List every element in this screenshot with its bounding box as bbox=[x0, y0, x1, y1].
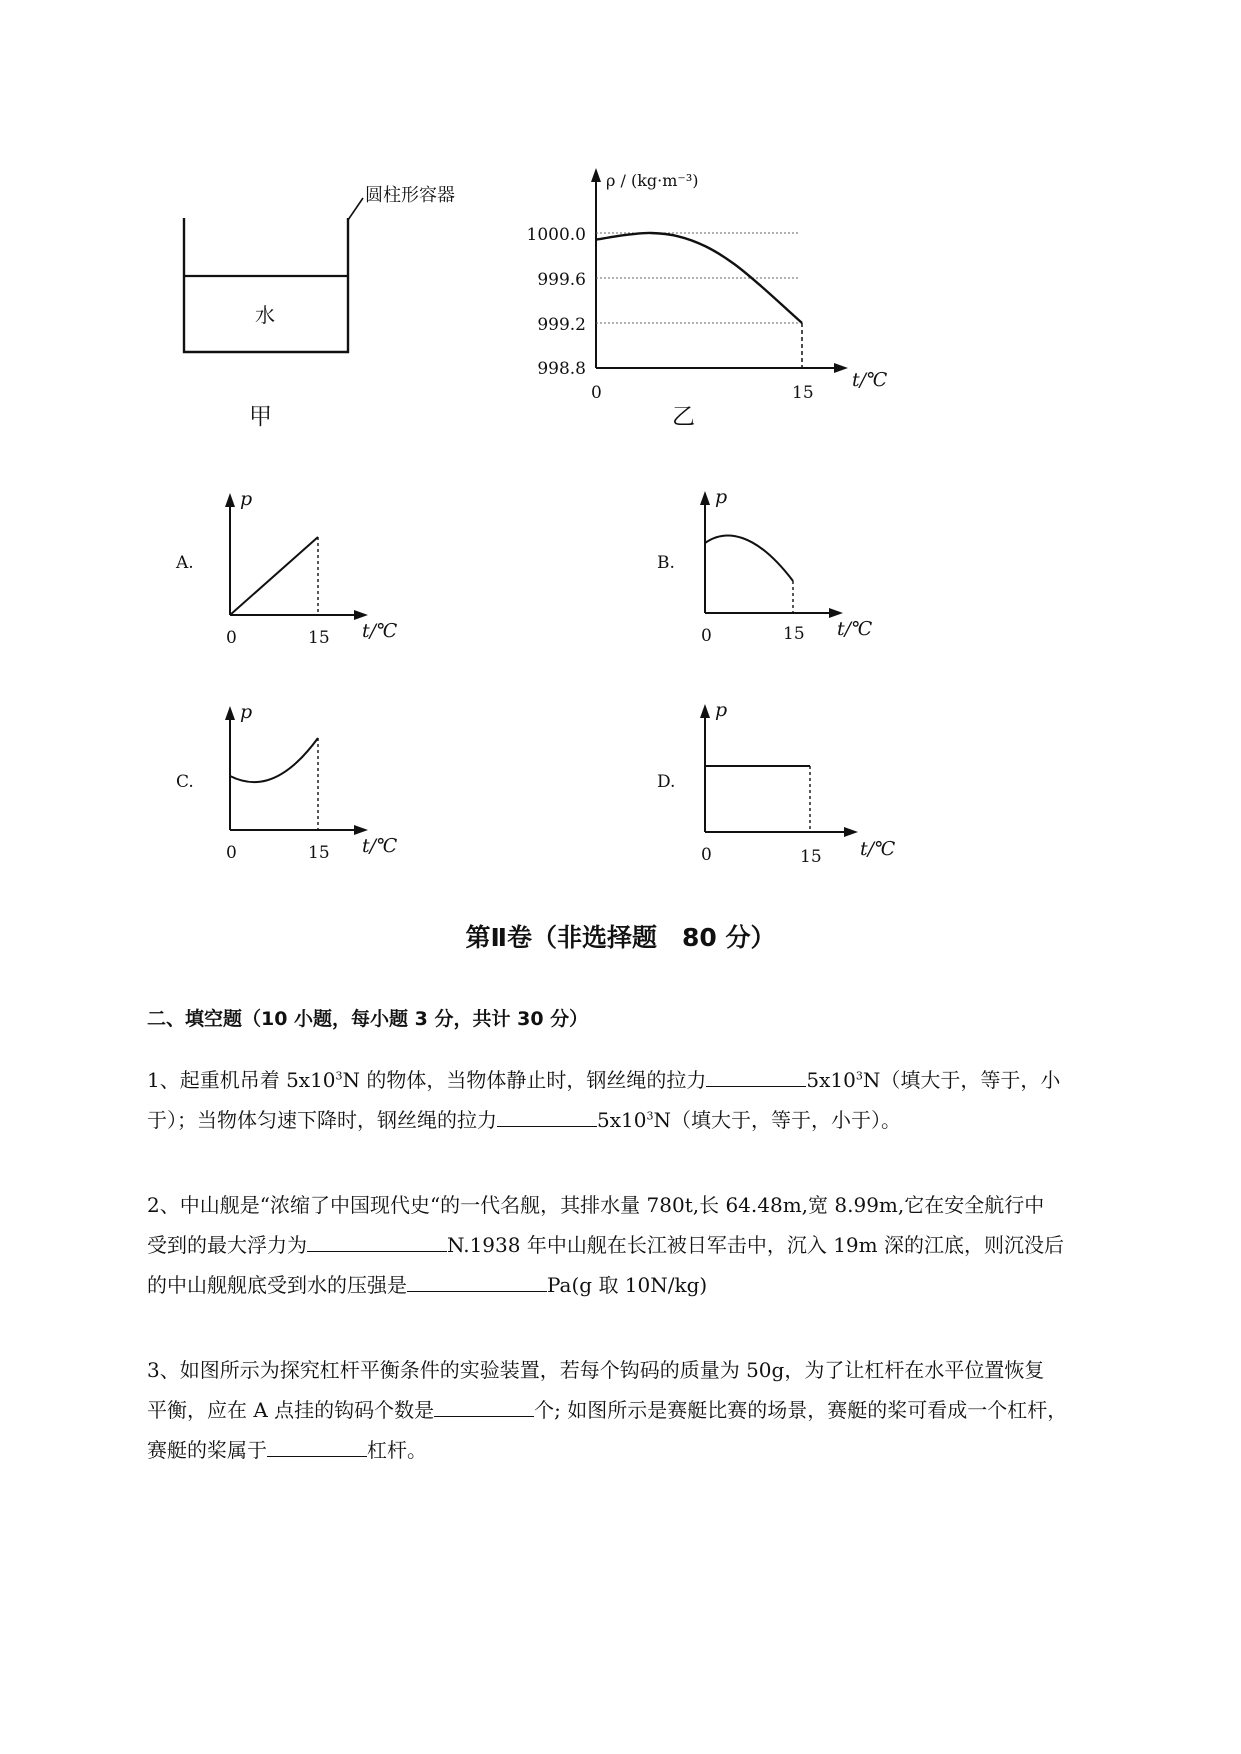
y-tick-999-6: 999.6 bbox=[537, 270, 586, 290]
y-axis-label: p bbox=[240, 488, 253, 510]
question-3-line-3: 赛艇的桨属于 杠杆。 bbox=[147, 1430, 1157, 1470]
option-d-graph bbox=[685, 700, 905, 865]
question-3 bbox=[147, 1350, 1157, 1470]
x-tick-15: 15 bbox=[308, 843, 330, 863]
question-2 bbox=[147, 1185, 1157, 1305]
container-outline bbox=[184, 218, 348, 352]
x-tick-15: 15 bbox=[783, 624, 805, 644]
figure-density-chart bbox=[520, 160, 900, 435]
x-axis-label: t/℃ bbox=[860, 838, 896, 860]
x-tick-15: 15 bbox=[800, 847, 822, 867]
section-heading: 第Ⅱ卷（非选择题 80 分） bbox=[465, 923, 776, 952]
option-b-graph bbox=[685, 485, 885, 645]
origin-label: 0 bbox=[701, 845, 712, 865]
question-1-line-2: 于）；当物体匀速下降时，钢丝绳的拉力 $5x10^3N$（填大于，等于，小于）。 bbox=[147, 1100, 1157, 1140]
question-1 bbox=[147, 1060, 1157, 1140]
x-axis-arrow bbox=[829, 608, 843, 618]
x-origin-label: 0 bbox=[591, 383, 602, 403]
x-axis-arrow bbox=[354, 610, 368, 620]
option-c-letter: C. bbox=[176, 772, 194, 792]
y-axis-label: ρ / (kg·m⁻³) bbox=[606, 171, 699, 190]
question-2-line-3: 的中山舰舰底受到水的压强是 Pa(g 取 10N/kg) bbox=[147, 1265, 1157, 1305]
question-1-line-1: 1、起重机吊着 $5x10^3N$ 的物体，当物体静止时，钢丝绳的拉力 $5x10^3N$（填大于，等于，小 bbox=[147, 1060, 1157, 1100]
option-a-letter: A. bbox=[176, 553, 194, 573]
option-a-graph bbox=[210, 485, 410, 648]
density-curve bbox=[596, 233, 802, 323]
x-axis-label: t/℃ bbox=[362, 835, 398, 857]
y-tick-1000-0: 1000.0 bbox=[526, 225, 586, 245]
origin-label: 0 bbox=[226, 843, 237, 863]
y-axis-label: p bbox=[715, 699, 728, 721]
answer-blank[interactable] bbox=[706, 1064, 806, 1087]
answer-blank[interactable] bbox=[434, 1394, 534, 1417]
option-c-curve bbox=[230, 738, 318, 782]
y-axis-arrow bbox=[700, 704, 710, 718]
y-tick-998-8: 998.8 bbox=[537, 359, 586, 379]
x-tick-15: 15 bbox=[308, 628, 330, 648]
figure-yi-caption: 乙 bbox=[672, 404, 695, 430]
option-a-curve bbox=[230, 537, 318, 615]
y-axis-arrow bbox=[700, 491, 710, 505]
x-axis-arrow bbox=[834, 363, 848, 373]
answer-blank[interactable] bbox=[497, 1104, 597, 1127]
water-label: 水 bbox=[255, 303, 275, 327]
figure-container bbox=[160, 170, 490, 430]
part-heading: 二、填空题（10 小题，每小题 3 分，共计 30 分） bbox=[147, 1008, 589, 1030]
answer-blank[interactable] bbox=[307, 1229, 447, 1252]
question-3-line-2: 平衡，应在 A 点挂的钩码个数是 个; 如图所示是赛艇比赛的场景，赛艇的桨可看成一个杠杆， bbox=[147, 1390, 1157, 1430]
x-tick-15: 15 bbox=[792, 383, 814, 403]
y-axis-label: p bbox=[715, 486, 728, 508]
question-2-line-2: 受到的最大浮力为 N.1938 年中山舰在长江被日军击中，沉入 19m 深的江底，则沉没后 bbox=[147, 1225, 1157, 1265]
container-label: 圆柱形容器 bbox=[365, 185, 455, 206]
option-b-curve bbox=[705, 536, 793, 581]
container-pointer bbox=[348, 198, 363, 220]
figure-jia-caption: 甲 bbox=[249, 404, 272, 430]
question-3-line-1: 3、如图所示为探究杠杆平衡条件的实验装置，若每个钩码的质量为 50g，为了让杠杆在水平位置恢复 bbox=[147, 1358, 1045, 1382]
answer-blank[interactable] bbox=[267, 1434, 367, 1457]
option-d-letter: D. bbox=[657, 772, 676, 792]
origin-label: 0 bbox=[226, 628, 237, 648]
y-axis-label: p bbox=[240, 701, 253, 723]
x-axis-label: t/℃ bbox=[852, 369, 888, 391]
x-axis-label: t/℃ bbox=[837, 618, 873, 640]
y-axis-arrow bbox=[225, 493, 235, 507]
origin-label: 0 bbox=[701, 626, 712, 646]
x-axis-label: t/℃ bbox=[362, 620, 398, 642]
option-c-graph bbox=[210, 700, 410, 863]
question-2-line-1: 2、中山舰是“浓缩了中国现代史“的一代名舰，其排水量 780t,长 64.48m,宽 8.99m,它在安全航行中 bbox=[147, 1193, 1045, 1217]
x-axis-arrow bbox=[844, 827, 858, 837]
x-axis-arrow bbox=[354, 825, 368, 835]
y-tick-999-2: 999.2 bbox=[537, 315, 586, 335]
y-axis-arrow bbox=[225, 706, 235, 720]
option-b-letter: B. bbox=[657, 553, 675, 573]
answer-blank[interactable] bbox=[407, 1269, 547, 1292]
y-axis-arrow bbox=[591, 168, 601, 182]
